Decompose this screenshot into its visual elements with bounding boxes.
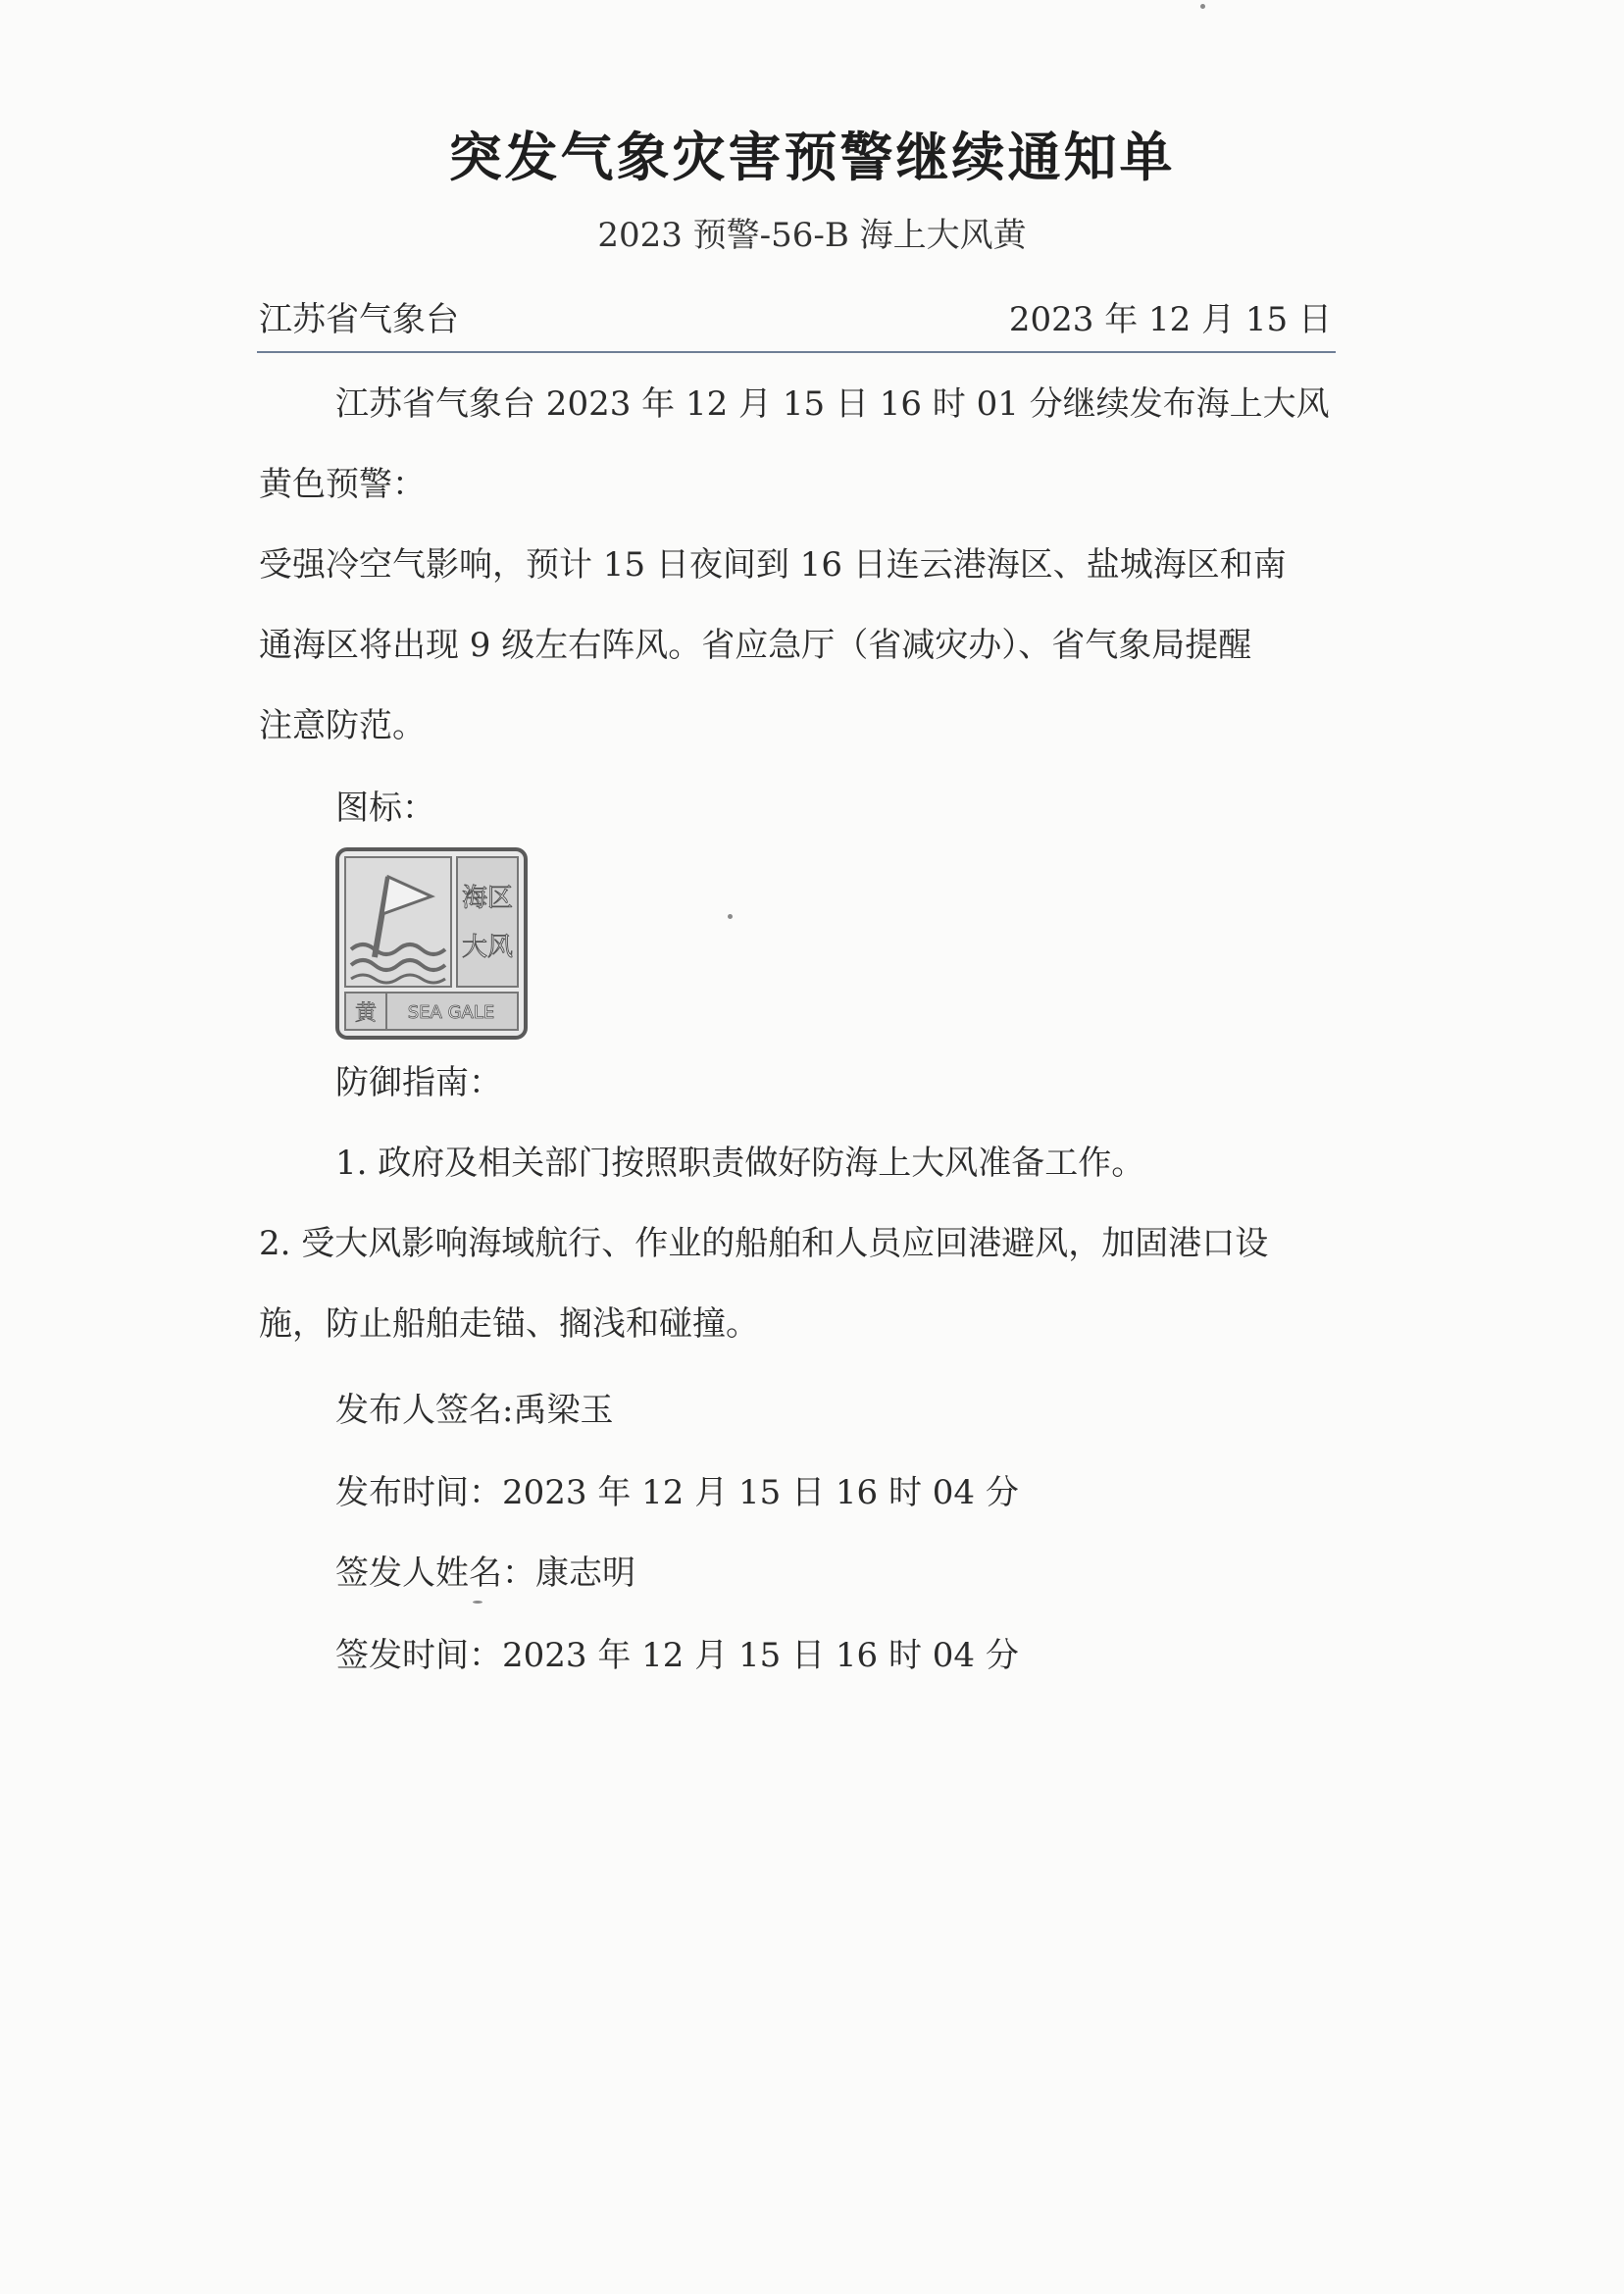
icon-text-main-bottom: 大风 <box>461 933 514 962</box>
scan-speck <box>1200 4 1205 9</box>
icon-text-main-top: 海区 <box>461 884 514 913</box>
body-line: 注意防范。 <box>259 706 426 745</box>
body-line: 通海区将出现 9 级左右阵风。省应急厅（省减灾办）、省气象局提醒 <box>259 626 1252 665</box>
document-subtitle: 2023 预警-56-B 海上大风黄 <box>597 216 1027 255</box>
issuer-name: 江苏省气象台 <box>259 300 459 339</box>
publish-time: 发布时间：2023 年 12 月 15 日 16 时 04 分 <box>335 1473 1019 1512</box>
signer-name: 签发人姓名：康志明 <box>335 1554 635 1593</box>
guide-item-1: 1. 政府及相关部门按照职责做好防海上大风准备工作。 <box>335 1144 1145 1183</box>
icon-text-color: 黄 <box>354 1001 378 1026</box>
icon-text-en: SEA GALE <box>407 1002 495 1023</box>
scan-speck <box>473 1601 482 1604</box>
body-line: 江苏省气象台 2023 年 12 月 15 日 16 时 01 分继续发布海上大风 <box>335 384 1330 424</box>
body-line: 黄色预警： <box>259 465 426 504</box>
guide-item-2-line-1: 2. 受大风影响海域航行、作业的船舶和人员应回港避风，加固港口设 <box>259 1224 1269 1263</box>
issue-date: 2023 年 12 月 15 日 <box>1008 300 1332 339</box>
header-divider <box>257 351 1336 353</box>
scan-speck <box>728 914 733 919</box>
sea-gale-yellow-warning-icon <box>335 847 528 1040</box>
document-title: 突发气象灾害预警继续通知单 <box>448 127 1176 188</box>
sign-time: 签发时间：2023 年 12 月 15 日 16 时 04 分 <box>335 1636 1019 1675</box>
body-line: 受强冷空气影响，预计 15 日夜间到 16 日连云港海区、盐城海区和南 <box>259 545 1287 585</box>
guide-item-2-line-2: 施，防止船舶走锚、搁浅和碰撞。 <box>259 1304 759 1344</box>
icon-label: 图标： <box>335 789 435 828</box>
guide-label: 防御指南： <box>335 1063 502 1102</box>
publisher-signature: 发布人签名:禹梁玉 <box>335 1391 614 1430</box>
